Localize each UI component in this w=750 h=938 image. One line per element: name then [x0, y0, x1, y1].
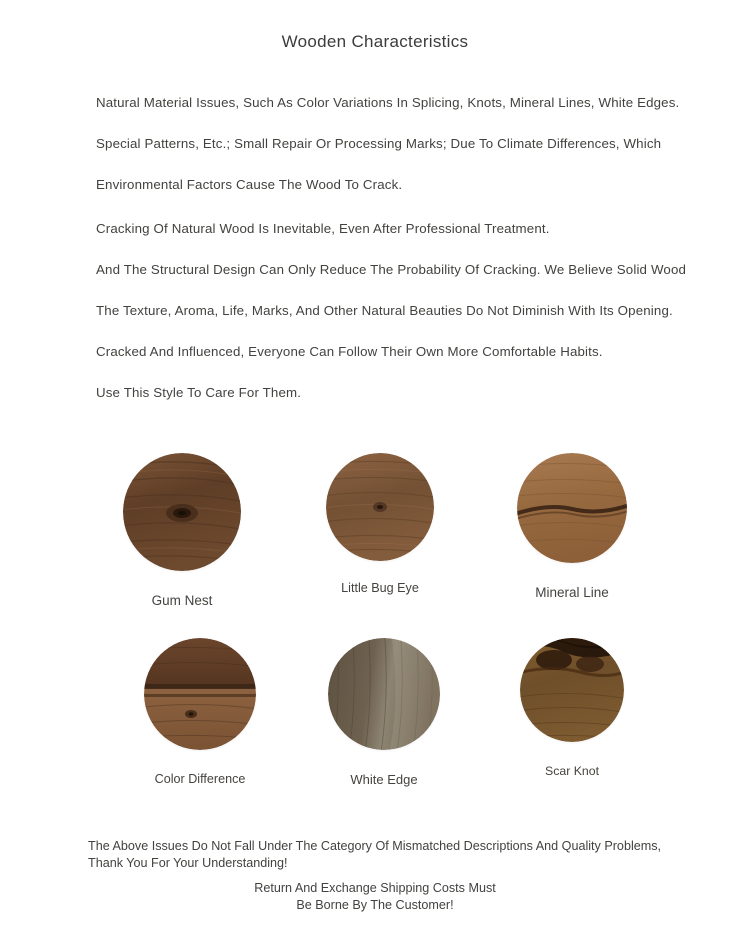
wood-defect-swatch-grid — [0, 445, 750, 825]
swatch-little-bug-eye — [280, 453, 480, 595]
paragraph-line: Use This Style To Care For Them. — [96, 385, 302, 400]
scar-knot-wood-image — [520, 638, 624, 742]
paragraph-block-one — [96, 82, 696, 205]
mineral-line-wood-image — [517, 453, 627, 563]
paragraph-line: Special Patterns, Etc.; Small Repair Or Processing Marks; Due To Climate Differences, Which — [96, 136, 662, 151]
paragraph-line: The Texture, Aroma, Life, Marks, And Other Natural Beauties Do Not Diminish With Its Opening. — [96, 303, 673, 318]
white-edge-wood-image — [328, 638, 440, 750]
swatch-mineral-line — [472, 453, 672, 600]
swatch-white-edge — [284, 638, 484, 787]
paragraph-line: Cracking Of Natural Wood Is Inevitable, Even After Professional Treatment. — [96, 221, 550, 236]
paragraph-line: Natural Material Issues, Such As Color Variations In Splicing, Knots, Mineral Lines, White Edges. — [96, 95, 680, 110]
paragraph-line: And The Structural Design Can Only Reduce The Probability Of Cracking. We Believe Solid Wood — [96, 262, 687, 277]
swatch-label: Gum Nest — [151, 593, 213, 608]
paragraph-line: Cracked And Influenced, Everyone Can Follow Their Own More Comfortable Habits. — [96, 344, 603, 359]
paragraph-block-two — [96, 208, 696, 413]
swatch-gum-nest — [82, 453, 282, 608]
little-bug-eye-wood-image — [326, 453, 434, 561]
gum-nest-wood-image — [123, 453, 241, 571]
swatch-label: White Edge — [350, 772, 418, 787]
color-difference-wood-image — [144, 638, 256, 750]
swatch-color-difference — [100, 638, 300, 786]
page-title: Wooden Characteristics — [281, 32, 469, 51]
swatch-label: Little Bug Eye — [341, 581, 419, 595]
footer-disclaimer: The Above Issues Do Not Fall Under The Category Of Mismatched Descriptions And Quality Problems, Thank You For Your Understanding! — [88, 839, 662, 870]
swatch-label: Scar Knot — [545, 764, 599, 778]
swatch-label: Mineral Line — [535, 585, 609, 600]
swatch-label: Color Difference — [154, 772, 246, 786]
footer-shipping-note: Return And Exchange Shipping Costs Must Be Borne By The Customer! — [254, 881, 496, 912]
swatch-scar-knot — [472, 638, 672, 778]
paragraph-line: Environmental Factors Cause The Wood To Crack. — [96, 177, 403, 192]
